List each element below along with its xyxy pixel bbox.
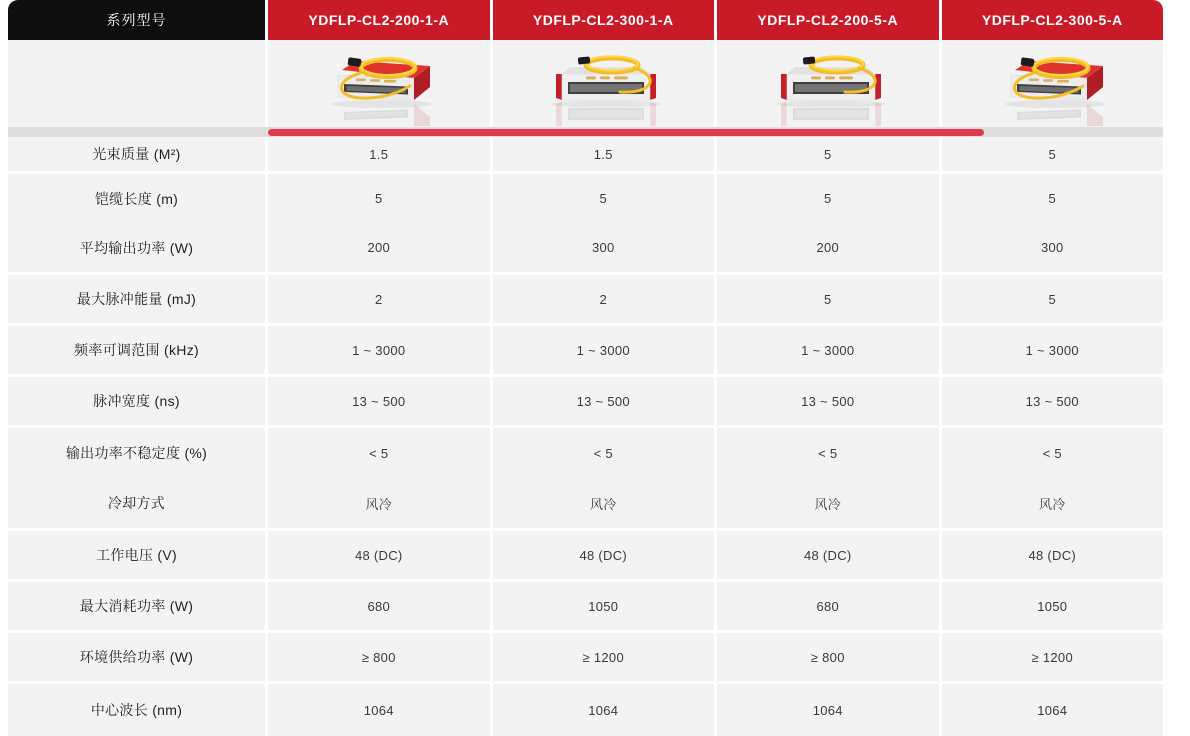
spec-row <box>8 275 1163 323</box>
spec-label-cell <box>8 377 265 425</box>
spec-label: 铠缆长度 (m) <box>94 190 179 207</box>
spec-value: ≥ 800 <box>361 649 396 665</box>
spec-value: 1 ~ 3000 <box>576 342 630 358</box>
spec-value-cell <box>268 633 490 681</box>
spec-value: 13 ~ 500 <box>801 393 855 409</box>
spec-value: 2 <box>374 291 383 307</box>
spec-label: 环境供给功率 (W) <box>79 649 194 665</box>
spec-value-cell <box>493 377 715 425</box>
spec-value-cell <box>268 531 490 579</box>
spec-value-cell <box>493 428 715 528</box>
spec-value: 200 <box>816 240 840 255</box>
spec-value-cell <box>942 377 1164 425</box>
spec-value: < 5 <box>369 445 389 461</box>
spec-value: 1050 <box>1037 598 1068 614</box>
spec-value-cell <box>493 531 715 579</box>
spec-value: 5 <box>599 191 608 206</box>
spec-row <box>8 633 1163 681</box>
spec-value: 200 <box>367 240 391 255</box>
spec-value-cell <box>942 428 1164 528</box>
spec-label-cell <box>8 531 265 579</box>
spec-row <box>8 684 1163 736</box>
spec-value-cell <box>942 137 1164 171</box>
spec-value-cell <box>942 684 1164 736</box>
table-scrollbar-thumb[interactable] <box>268 129 984 136</box>
product-image-2 <box>493 40 715 127</box>
spec-value: 5 <box>1048 291 1057 307</box>
spec-label: 脉冲宽度 (ns) <box>93 393 180 409</box>
spec-value: 13 ~ 500 <box>1025 393 1079 409</box>
laser-product-icon <box>977 42 1127 126</box>
spec-value: 风冷 <box>589 496 617 512</box>
spec-value: 680 <box>816 598 840 614</box>
spec-label-cell <box>8 137 265 171</box>
spec-label: 频率可调范围 (kHz) <box>74 342 199 358</box>
spec-row <box>8 326 1163 374</box>
spec-value-cell <box>942 633 1164 681</box>
spec-row <box>8 377 1163 425</box>
spec-label: 冷却方式 <box>107 495 166 511</box>
spec-value-cell <box>493 633 715 681</box>
spec-value: 48 (DC) <box>1028 547 1077 563</box>
spec-value: 风冷 <box>365 496 393 512</box>
spec-value: 风冷 <box>814 496 842 512</box>
spec-value-cell <box>717 275 939 323</box>
spec-value: 5 <box>1048 146 1057 162</box>
table-scrollbar-track[interactable] <box>8 127 1163 137</box>
series-model-header: 系列型号 <box>8 0 265 40</box>
spec-value: 5 <box>374 191 383 206</box>
spec-value: 1050 <box>588 598 619 614</box>
spec-value: 2 <box>599 291 608 307</box>
spec-value: < 5 <box>593 445 613 461</box>
spec-label-cell <box>8 582 265 630</box>
spec-value: 1 ~ 3000 <box>352 342 406 358</box>
spec-value: 1.5 <box>369 146 389 162</box>
spec-blocks <box>8 137 1163 736</box>
spec-label: 中心波长 (nm) <box>90 702 183 718</box>
spec-value-cell <box>268 377 490 425</box>
spec-row <box>8 137 1163 171</box>
spec-value: 1064 <box>812 702 843 718</box>
spec-value: 1064 <box>363 702 394 718</box>
spec-value-cell <box>493 326 715 374</box>
spec-value-cell <box>493 684 715 736</box>
spec-value: 风冷 <box>1038 496 1066 512</box>
product-spec-table <box>8 0 1163 736</box>
spec-value-cell <box>717 633 939 681</box>
spec-value: 680 <box>367 598 391 614</box>
laser-product-icon <box>528 42 678 126</box>
spec-row <box>8 582 1163 630</box>
spec-value-cell <box>717 531 939 579</box>
spec-value: < 5 <box>1042 445 1062 461</box>
spec-value: 5 <box>823 191 832 206</box>
spec-label: 最大消耗功率 (W) <box>79 598 194 614</box>
spec-value: 5 <box>823 146 832 162</box>
model-header-3: YDFLP-CL2-200-5-A <box>717 0 939 40</box>
spec-value: < 5 <box>818 445 838 461</box>
spec-value-cell <box>268 582 490 630</box>
product-image-1 <box>268 40 490 127</box>
spec-value-cell <box>717 174 939 272</box>
spec-label-cell <box>8 326 265 374</box>
spec-value-cell <box>268 137 490 171</box>
image-row-label-spacer <box>8 40 265 127</box>
spec-value: 48 (DC) <box>579 547 628 563</box>
spec-value-cell <box>717 326 939 374</box>
spec-value: 300 <box>591 240 615 255</box>
spec-value: 1064 <box>588 702 619 718</box>
spec-label: 最大脉冲能量 (mJ) <box>76 291 197 307</box>
spec-value: 300 <box>1040 240 1064 255</box>
laser-product-icon <box>304 42 454 126</box>
spec-value: ≥ 800 <box>810 649 845 665</box>
spec-value: 1 ~ 3000 <box>1025 342 1079 358</box>
spec-label: 工作电压 (V) <box>96 547 177 563</box>
spec-row <box>8 428 1163 528</box>
spec-value-cell <box>493 582 715 630</box>
spec-label: 输出功率不稳定度 (%) <box>65 445 208 461</box>
spec-row <box>8 174 1163 272</box>
spec-label: 平均输出功率 (W) <box>79 239 194 256</box>
spec-value-cell <box>717 137 939 171</box>
spec-row <box>8 531 1163 579</box>
spec-value-cell <box>268 326 490 374</box>
spec-label: 光束质量 (M²) <box>92 146 181 162</box>
spec-label-cell <box>8 174 265 272</box>
model-header-2: YDFLP-CL2-300-1-A <box>493 0 715 40</box>
product-image-row <box>8 40 1163 127</box>
spec-value-cell <box>717 377 939 425</box>
spec-value: 1 ~ 3000 <box>801 342 855 358</box>
spec-value-cell <box>493 275 715 323</box>
spec-value-cell <box>268 428 490 528</box>
spec-value-cell <box>268 174 490 272</box>
spec-value: 48 (DC) <box>354 547 403 563</box>
spec-value: 48 (DC) <box>803 547 852 563</box>
spec-value-cell <box>942 326 1164 374</box>
spec-value-cell <box>268 684 490 736</box>
model-header-1: YDFLP-CL2-200-1-A <box>268 0 490 40</box>
spec-value-cell <box>942 275 1164 323</box>
spec-value-cell <box>717 582 939 630</box>
spec-value: 1.5 <box>593 146 613 162</box>
laser-product-icon <box>753 42 903 126</box>
model-header-4: YDFLP-CL2-300-5-A <box>942 0 1164 40</box>
spec-value-cell <box>942 531 1164 579</box>
spec-value: 13 ~ 500 <box>576 393 630 409</box>
spec-value-cell <box>493 174 715 272</box>
spec-value-cell <box>942 174 1164 272</box>
spec-value: 13 ~ 500 <box>352 393 406 409</box>
spec-label-cell <box>8 684 265 736</box>
spec-label-cell <box>8 633 265 681</box>
spec-value: ≥ 1200 <box>582 649 624 665</box>
spec-value-cell <box>493 137 715 171</box>
product-image-4 <box>942 40 1164 127</box>
spec-value-cell <box>268 275 490 323</box>
spec-value: 5 <box>823 291 832 307</box>
table-header-row <box>8 0 1163 40</box>
spec-label-cell <box>8 428 265 528</box>
spec-value: 5 <box>1048 191 1057 206</box>
spec-value: ≥ 1200 <box>1031 649 1073 665</box>
spec-value-cell <box>942 582 1164 630</box>
spec-label-cell <box>8 275 265 323</box>
spec-value-cell <box>717 684 939 736</box>
product-image-3 <box>717 40 939 127</box>
spec-value-cell <box>717 428 939 528</box>
spec-value: 1064 <box>1037 702 1068 718</box>
